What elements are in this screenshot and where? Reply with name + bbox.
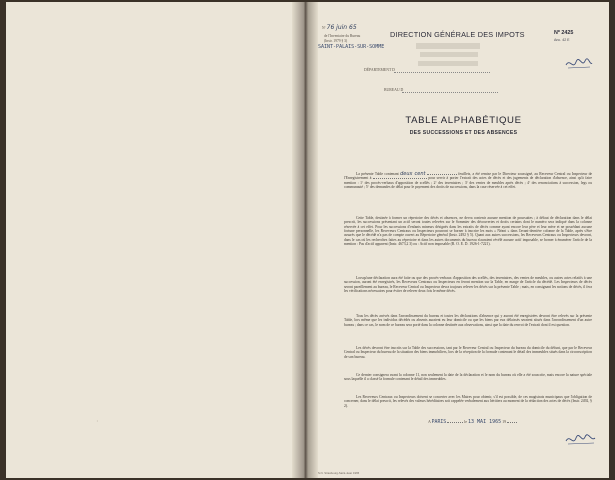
p1-fill [427, 174, 457, 175]
p1-text-b: feuillets, a été remise par le Directeur soussigné, au Receveur Central ou Inspecteur de l'Enregistrement à [344, 172, 593, 181]
paragraph-1 [344, 172, 592, 189]
place-a: A [428, 419, 431, 424]
bureau-fill [402, 92, 498, 93]
paragraph-3: Lorsqu'une déclaration aura été faite ou que des procès-verbaux d'apposition des scellés, des inventaires, des ventes de meubles, ou autres actes relatifs à une succession, auront été enregistrés, les Receveurs Centraux ou Inspecteurs en feront mention sur la Table, en marge de l'article du décédé. Les Inspecteurs de décès seront pareillement au bureau, le Receveur Central ou Inspecteur devra toujours relever les décès sur la présente Table ; mais, en consignant les notions de décès, il fera les vérifications nécessaires pour éviter de relever deux fois le même décès. [344, 276, 592, 294]
redacted-field-1 [416, 43, 480, 49]
redacted-field-2 [420, 52, 478, 57]
table-subtitle: DES SUCCESSIONS ET DES ABSENCES [409, 130, 518, 136]
form-code-hand: 76 juin 65 [326, 24, 357, 31]
left-page-blank [6, 2, 292, 478]
paragraph-4: Tous les décès arrivés dans l'arrondissement du bureau et toutes les déclarations d'absence qui y auront été enregistrées devront être relevés sur la présente Table, lors même que les individus décédés ou absents auraient eu leur domicile ou que les biens par eux délaissés seraient situés dans l'arrondissement d'un autre bureau ; dans ce cas, le nom de ce bureau sera porté dans la colonne destinée aux observations, ainsi que la date du renvoi de l'extrait dont il est question. [344, 314, 592, 327]
paragraph-2: Cette Table, destinée à former un répertoire des décès et absences, ne devra contenir aucune mention de poursuites ; à défaut de déclaration dans le délai prescrit, les successions présentant un actif seront toutes relevées sur le Sommier des découvertes et droits certains dont le numéro sera indiqué dans la colonne réservée à cet effet. Pour les successions d'enfants mineurs désignés dans les extraits de décès comme ayant encore leur père et leur mère et ne possédant aucune fortune personnelle, les Receveurs Centraux ou Inspecteurs pourront se borner à inscrire les mots « Néant » dans l'avant-dernière colonne de la Table, après s'être assurés que le décédé n'a pas de compte ouvert au Répertoire général (Instr. 2492 § 5). Quant aux autres successions, les Receveurs Centraux ou Inspecteurs devront, dans le cas où les recherches faites au répertoire et dans les autres documents du bureau n'auraient révélé aucune actif imposable, se borner à énumérer l'article de la mention : Pas d'actif apparent (Instr. 4673,2 3) ou : Actif non imposable (R. O. E. D. 1926-1-7221). [344, 216, 592, 247]
inventory-line: de l'Inventaire du Bureau [324, 34, 361, 38]
place-date-line [428, 420, 517, 425]
direction-title: DIRECTION GÉNÉRALE DES IMPOTS [390, 30, 525, 39]
document-spread [6, 2, 609, 478]
right-page [318, 2, 609, 478]
p1-text-c: pour servir à porter l'extrait des actes de décès et des jugements de déclaration d'absence, ainsi qu'à faire mention : 1º des procès-verbaux d'apposition de scellés ; 2º des inventaires ; 3º des ventes de meubles après décès ; 4º des renonciations à succession, legs ou communauté ; 5º des demandes de délai pour le payement des droits de successions, dans la case réservée à cet effet. [344, 176, 593, 190]
date-stamp: 13 MAI 1965 [468, 419, 502, 425]
book-gutter [292, 2, 318, 478]
form-model: Anc. 42 E [554, 38, 570, 42]
instruction-line: (Instr. 1979 § 3) [324, 39, 348, 43]
place-stamp-paris: PARIS [431, 420, 447, 425]
signature-top-icon [564, 56, 594, 72]
left-page-mark: · [96, 417, 99, 426]
p1-handwritten-count: deux cent [400, 171, 426, 177]
departement-fill [394, 72, 490, 73]
form-number: Nº 2425 [554, 30, 574, 36]
table-title: TABLE ALPHABÉTIQUE [405, 115, 522, 126]
departement-label: DÉPARTEMENT D [364, 68, 395, 72]
bureau-label: BUREAU D [384, 88, 404, 92]
year-fill [507, 422, 517, 423]
p1-fill-place [373, 178, 427, 179]
signature-bottom-icon [564, 432, 598, 448]
place-stamp: SAINT-PALAIS-SUR-SOMME [318, 44, 385, 50]
paragraph-6: Ce dernier consignera avant la colonne 11, non seulement la date de la déclaration et le nom du bureau où elle a été souscrite, mais encore la nature spéciale sous laquelle il a classé la formule contenant le détail des immeubles. [344, 373, 592, 382]
place-fill [447, 422, 463, 423]
place-le: le [464, 419, 468, 424]
p1-text-a: La présente Table contenant [356, 172, 399, 176]
form-code-label: Nº [322, 26, 326, 30]
paragraph-5: Les décès devront être inscrits sur la Table des successions, tant par le Receveur Central ou Inspecteur du bureau du domicile du défunt, que par le Receveur Central ou Inspecteur du bureau de la situation des biens immobiliers, lors de la réception de la formule contenant le détail des immeubles situés dans la circonscription de son bureau. [344, 346, 592, 359]
form-code [322, 26, 357, 30]
paragraph-7: Les Receveurs Centraux ou Inspecteurs doivent se concerter avec les Maires pour obtenir, s'il est possible, de ces magistrats municipaux que l'obligation de concerner, dans le délai prescrit, les relevés des valeurs héréditaires soit rappelée verbalement aux héritiers au moment de la rédaction des actes de décès (Instr. 2492, § 2). [344, 395, 592, 408]
printer-footer: S.N. Strasbourg-Saint-Jean 1965 [318, 471, 360, 475]
place-year: 19 [502, 419, 507, 424]
redacted-field-3 [418, 61, 478, 66]
